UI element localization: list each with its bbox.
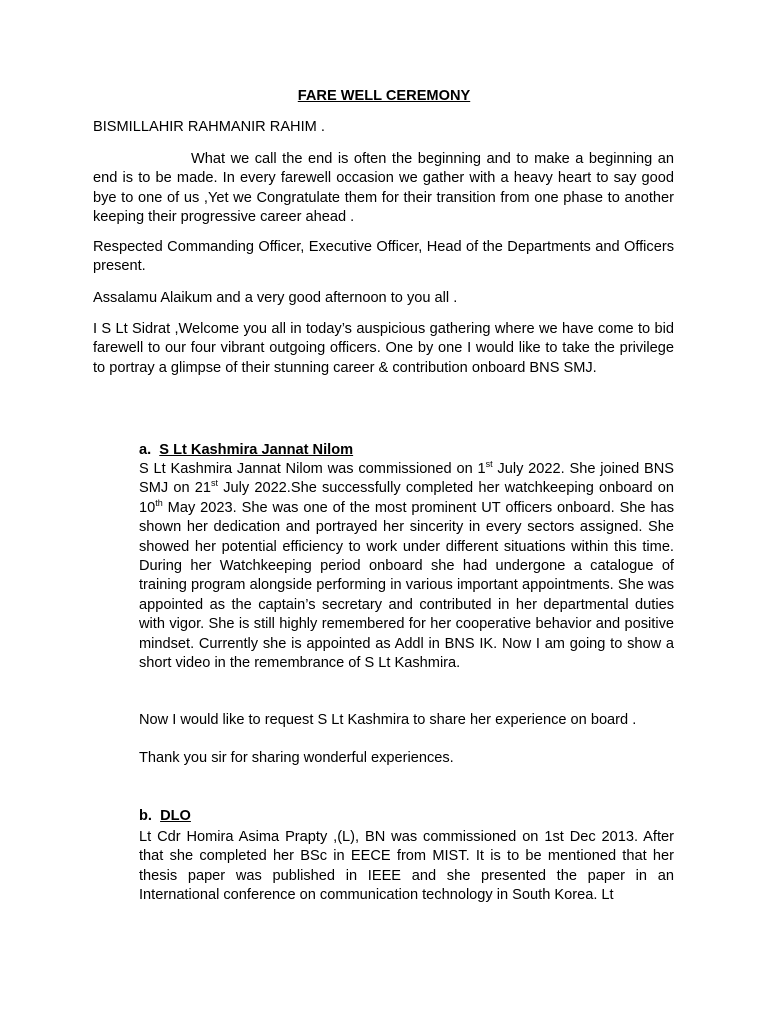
- opening-line: BISMILLAHIR RAHMANIR RAHIM .: [93, 119, 325, 135]
- section-a-request: Now I would like to request S Lt Kashmira to share her experience on board .: [139, 712, 637, 728]
- section-b-title: DLO: [160, 808, 191, 824]
- respected-paragraph: Respected Commanding Officer, Executive Officer, Head of the Departments and Officers present.: [93, 239, 674, 275]
- welcome-paragraph: I S Lt Sidrat ,Welcome you all in today’s auspicious gathering where we have come to bid farewell to our four vibrant outgoing officers. One by one I would like to take the privilege to portray a glimpse of their stunning career & contribution onboard BNS SMJ.: [93, 321, 674, 376]
- section-a-text-2: July 2022. She joined BNS SMJ on 21: [139, 461, 675, 497]
- section-a-thanks: Thank you sir for sharing wonderful experiences.: [139, 750, 454, 766]
- section-b-heading: [139, 807, 191, 826]
- section-a-heading: [139, 441, 353, 460]
- page-title: FARE WELL CEREMONY: [297, 88, 471, 104]
- section-a-text-3: July 2022.She successfully completed her watchkeeping onboard on 10: [139, 480, 674, 516]
- section-a-title: S Lt Kashmira Jannat Nilom: [159, 442, 354, 458]
- section-b-paragraph: Lt Cdr Homira Asima Prapty ,(L), BN was commissioned on 1st Dec 2013. After that she completed her BSc in EECE from MIST. It is to be mentioned that her thesis paper was published in IEEE and she presented the paper in an International conference on communication technology in South Korea. Lt: [139, 829, 674, 904]
- section-a-text-1: S Lt Kashmira Jannat Nilom was commissioned on 1: [139, 461, 486, 477]
- section-a-sup-2: st: [211, 478, 219, 489]
- section-b-marker: b.: [139, 808, 152, 824]
- section-a-text-4: May 2023. She was one of the most prominent UT officers onboard. She has shown her dedication and portrayed her sincerity in every sectors assigned. She showed her potential efficiency to work under different situations within this time. During her Watchkeeping period onboard she had undergone a catalogue of training program alongside performing in various important appointments. She was appointed as the captain’s secretary and contributed in her departmental duties with vigor. She is still highly remembered for her cooperative behavior and positive mindset. Currently she is appointed as Addl in BNS IK. Now I am going to show a short video in the remembrance of S Lt Kashmira.: [139, 499, 674, 672]
- section-a-sup-1: st: [485, 459, 493, 470]
- intro-paragraph: What we call the end is often the beginning and to make a beginning an end is to be made. In every farewell occasion we gather with a heavy heart to say good bye to one of us ,Yet we Congratulate them for their transition from one phase to another keeping their progressive career ahead .: [93, 151, 674, 226]
- greeting-paragraph: Assalamu Alaikum and a very good afternoon to you all .: [93, 290, 458, 306]
- section-a-sup-3: th: [155, 497, 163, 508]
- section-a-paragraph: [139, 460, 674, 673]
- section-a-marker: a.: [139, 442, 152, 458]
